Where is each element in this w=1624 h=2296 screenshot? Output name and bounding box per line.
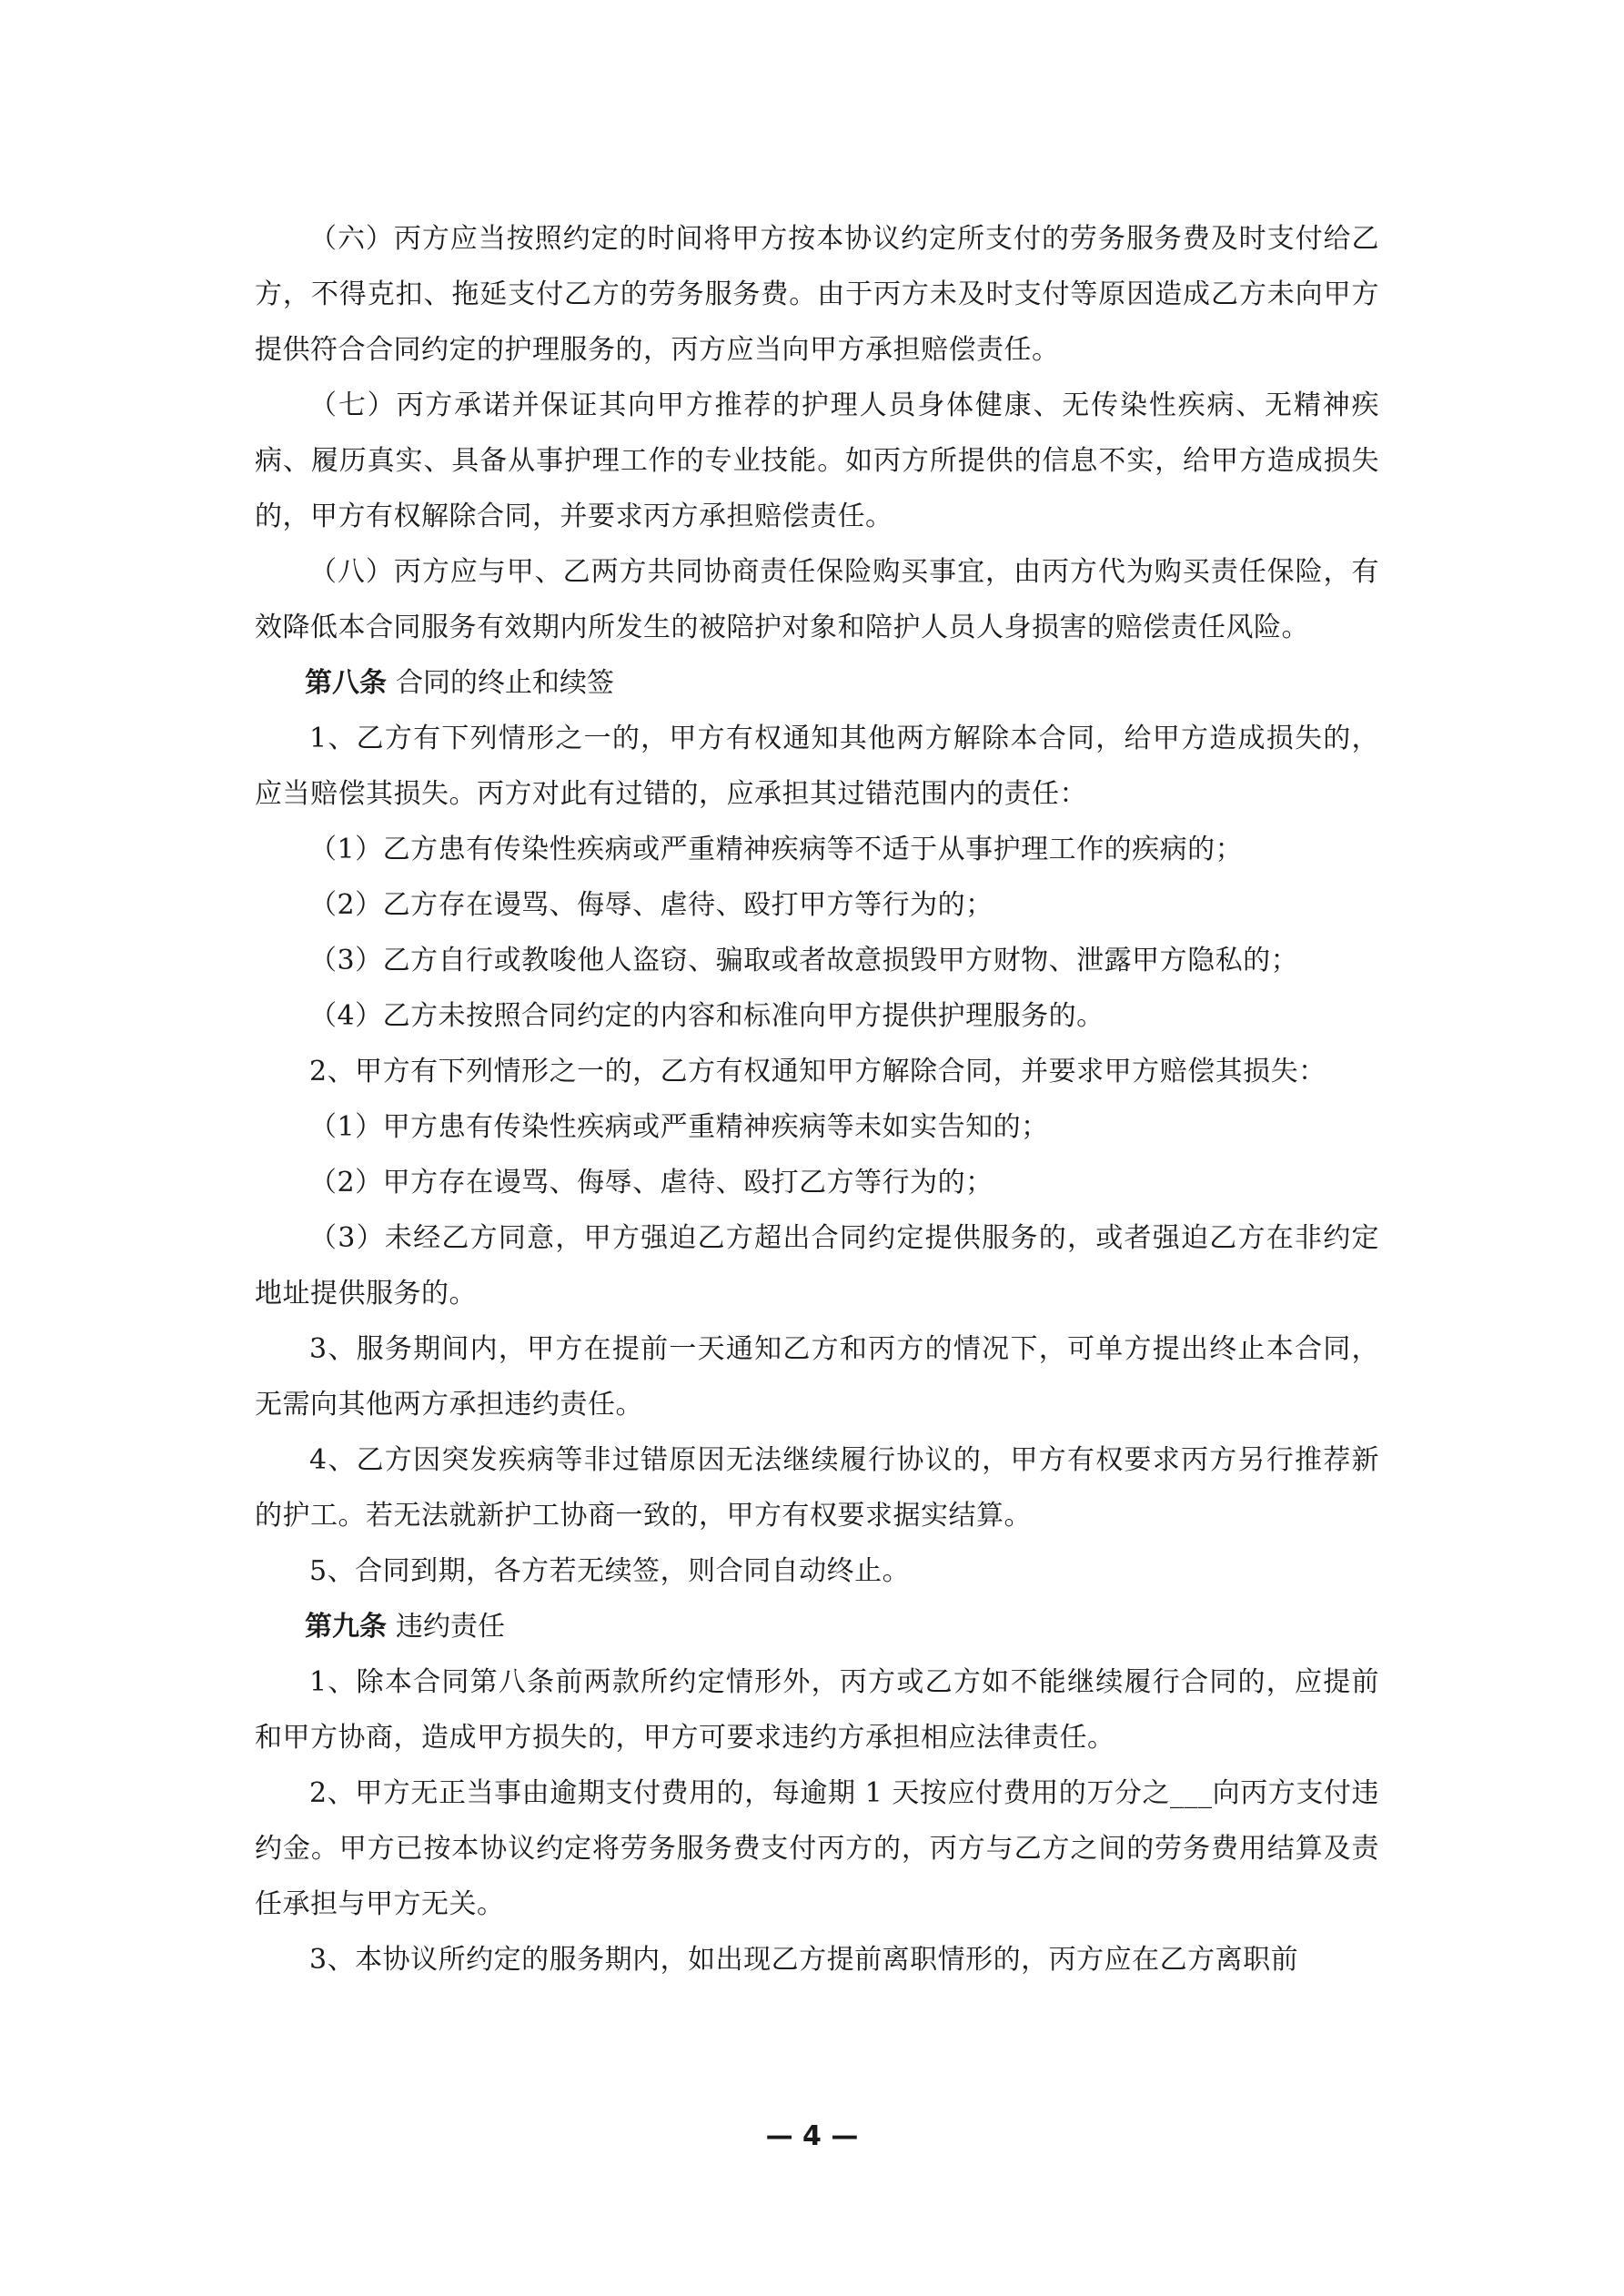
clause-6: （六）丙方应当按照约定的时间将甲方按本协议约定所支付的劳务服务费及时支付给乙方，不得克扣、拖延支付乙方的劳务服务费。由于丙方未及时支付等原因造成乙方未向甲方提供符合合同约定的护理服务的，丙方应当向甲方承担赔偿责任。 <box>255 223 1379 366</box>
article-8-para: 4、乙方因突发疾病等非过错原因无法继续履行协议的，甲方有权要求丙方另行推荐新的护工。若无法就新护工协商一致的，甲方有权要求据实结算。 <box>255 1444 1379 1532</box>
clause-8: （八）丙方应与甲、乙两方共同协商责任保险购买事宜，由丙方代为购买责任保险，有效降低本合同服务有效期内所发生的被陪护对象和陪护人员人身损害的赔偿责任风险。 <box>255 556 1379 643</box>
article-8-number: 第八条 <box>305 667 387 699</box>
article-8-para: （2）乙方存在谩骂、侮辱、虐待、殴打甲方等行为的； <box>309 889 994 921</box>
article-8-para: （1）甲方患有传染性疾病或严重精神疾病等未如实告知的； <box>309 1111 1049 1143</box>
article-9-para: 3、本协议所约定的服务期内，如出现乙方提前离职情形的，丙方应在乙方离职前 <box>309 1944 1299 1976</box>
page-number: — 4 — <box>765 2120 859 2152</box>
page-content <box>255 211 1379 1988</box>
article-8-para: 2、甲方有下列情形之一的，乙方有权通知甲方解除合同，并要求甲方赔偿其损失： <box>309 1056 1326 1087</box>
article-9-heading <box>255 1599 1379 1654</box>
article-9-title: 违约责任 <box>396 1611 505 1643</box>
article-8-para: （3）未经乙方同意，甲方强迫乙方超出合同约定提供服务的，或者强迫乙方在非约定地址提供服务的。 <box>255 1222 1379 1310</box>
article-8-title: 合同的终止和续签 <box>396 667 614 699</box>
article-8-para: （3）乙方自行或教唆他人盗窃、骗取或者故意损毁甲方财物、泄露甲方隐私的； <box>309 945 1299 976</box>
article-8-para: 3、服务期间内，甲方在提前一天通知乙方和丙方的情况下，可单方提出终止本合同，无需向其他两方承担违约责任。 <box>255 1333 1379 1421</box>
article-8-para: （4）乙方未按照合同约定的内容和标准向甲方提供护理服务的。 <box>309 1000 1105 1032</box>
article-9-para: 2、甲方无正当事由逾期支付费用的，每逾期 1 天按应付费用的万分之___向丙方支付违约金。甲方已按本协议约定将劳务服务费支付丙方的，丙方与乙方之间的劳务费用结算及责任承担与甲方无关。 <box>255 1777 1379 1920</box>
article-9-para: 1、除本合同第八条前两款所约定情形外，丙方或乙方如不能继续履行合同的，应提前和甲方协商，造成甲方损失的，甲方可要求违约方承担相应法律责任。 <box>255 1666 1379 1754</box>
article-8-para: 5、合同到期，各方若无续签，则合同自动终止。 <box>309 1555 911 1587</box>
article-8-para: （1）乙方患有传染性疾病或严重精神疾病等不适于从事护理工作的疾病的； <box>309 834 1244 865</box>
clause-7: （七）丙方承诺并保证其向甲方推荐的护理人员身体健康、无传染性疾病、无精神疾病、履历真实、具备从事护理工作的专业技能。如丙方所提供的信息不实，给甲方造成损失的，甲方有权解除合同，并要求丙方承担赔偿责任。 <box>255 389 1379 532</box>
article-8-para: （2）甲方存在谩骂、侮辱、虐待、殴打乙方等行为的； <box>309 1167 994 1199</box>
article-8-para: 1、乙方有下列情形之一的，甲方有权通知其他两方解除本合同，给甲方造成损失的，应当赔偿其损失。丙方对此有过错的，应承担其过错范围内的责任： <box>255 723 1379 810</box>
article-9-number: 第九条 <box>305 1611 387 1643</box>
article-8-heading <box>255 655 1379 711</box>
